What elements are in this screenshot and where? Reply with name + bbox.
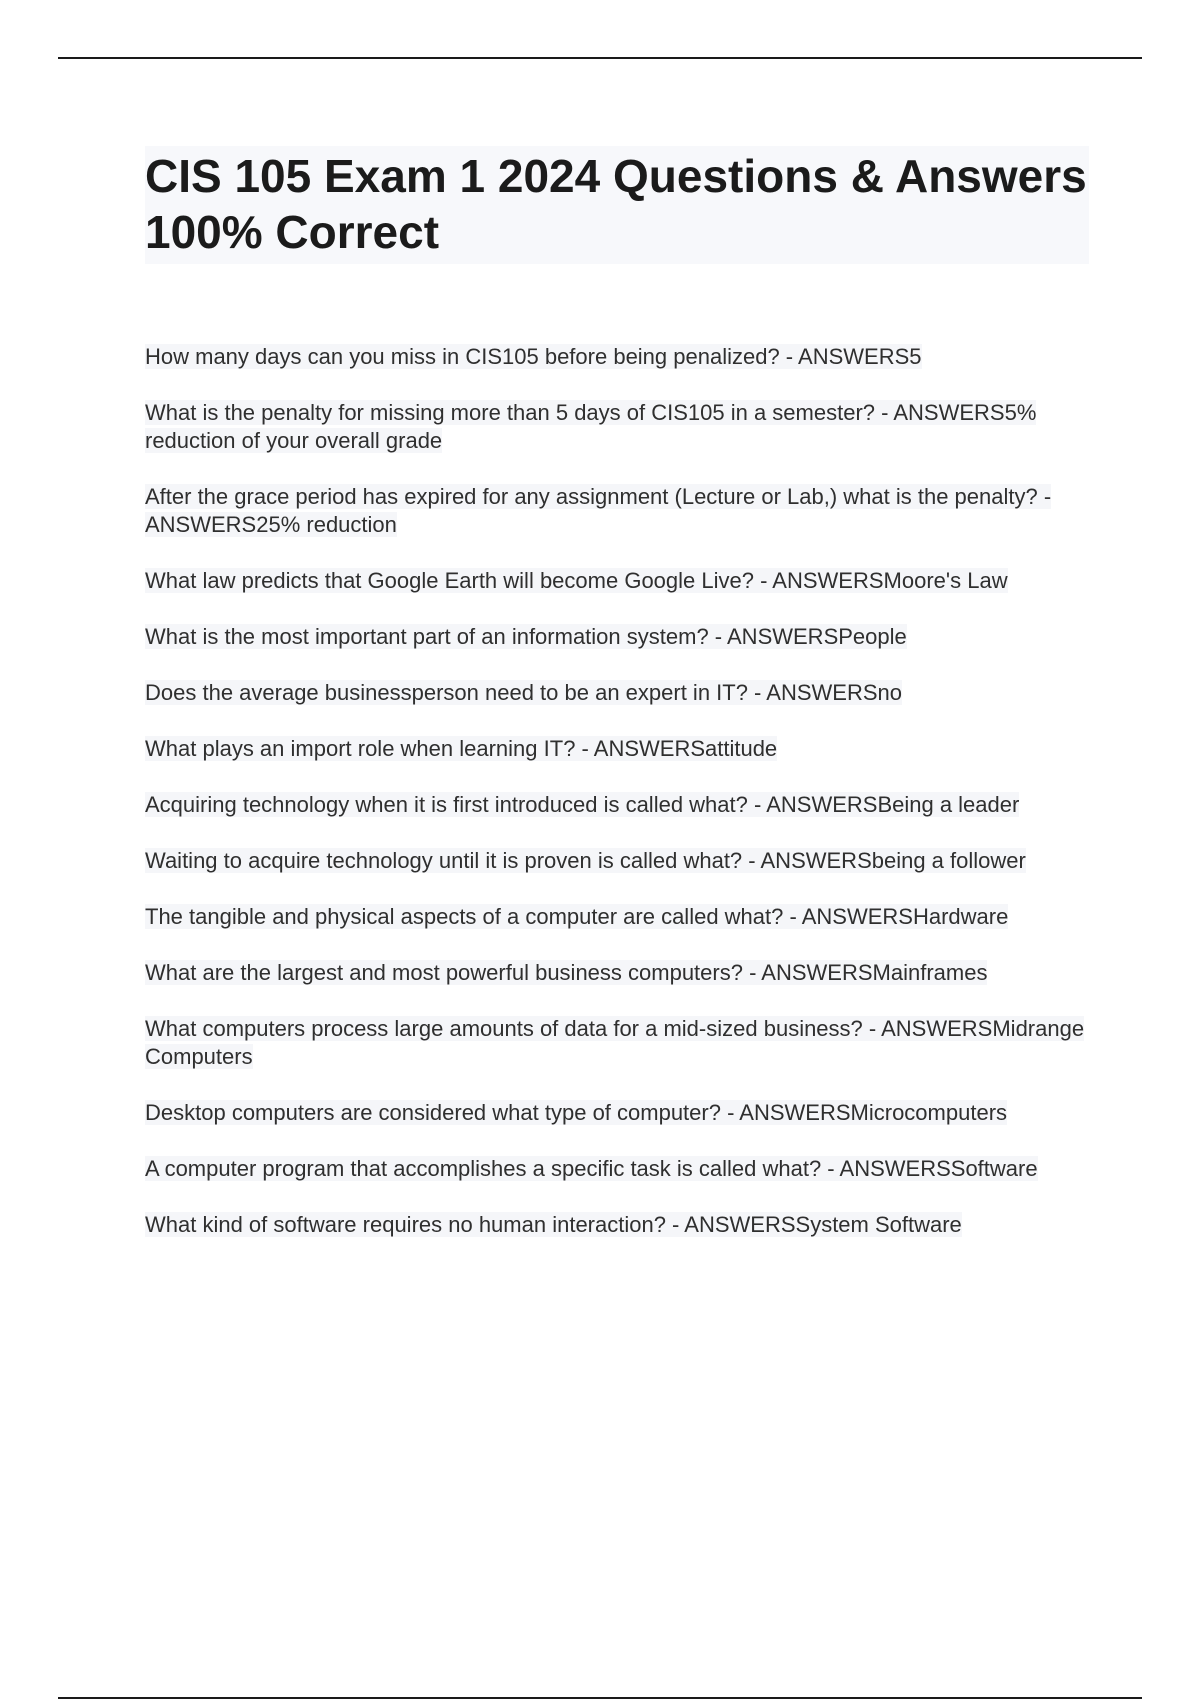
title-block [145,146,1089,264]
qa-text: After the grace period has expired for any assignment (Lecture or Lab,) what is the penalty? - ANSWERS25% reduction [145,484,1052,537]
qa-text: Acquiring technology when it is first introduced is called what? - ANSWERSBeing a leader [145,792,1020,817]
qa-item [145,959,1089,987]
qa-text: A computer program that accomplishes a specific task is called what? - ANSWERSSoftware [145,1156,1038,1181]
qa-item [145,847,1089,875]
qa-item [145,1099,1089,1127]
qa-item [145,679,1089,707]
qa-list [145,343,1089,1239]
qa-item [145,903,1089,931]
qa-text: How many days can you miss in CIS105 before being penalized? - ANSWERS5 [145,344,922,369]
qa-text: What plays an import role when learning IT? - ANSWERSattitude [145,736,778,761]
qa-text: The tangible and physical aspects of a computer are called what? - ANSWERSHardware [145,904,1009,929]
header-rule [58,57,1142,59]
qa-item [145,399,1089,455]
document-title: CIS 105 Exam 1 2024 Questions & Answers 100% Correct [145,150,1087,258]
qa-text: What is the most important part of an information system? - ANSWERSPeople [145,624,907,649]
qa-item [145,623,1089,651]
qa-text: What kind of software requires no human interaction? - ANSWERSSystem Software [145,1212,962,1237]
qa-text: What computers process large amounts of data for a mid-sized business? - ANSWERSMidrange Computers [145,1016,1085,1069]
qa-text: Desktop computers are considered what type of computer? - ANSWERSMicrocomputers [145,1100,1008,1125]
qa-item [145,343,1089,371]
qa-text: Waiting to acquire technology until it is proven is called what? - ANSWERSbeing a follower [145,848,1026,873]
qa-text: Does the average businessperson need to be an expert in IT? - ANSWERSno [145,680,902,705]
qa-item [145,1211,1089,1239]
qa-item [145,1015,1089,1071]
qa-item [145,1155,1089,1183]
qa-item [145,735,1089,763]
qa-text: What are the largest and most powerful business computers? - ANSWERSMainframes [145,960,988,985]
qa-item [145,483,1089,539]
qa-item [145,791,1089,819]
document-body [145,146,1089,1267]
footer-rule [58,1697,1142,1699]
qa-text: What law predicts that Google Earth will become Google Live? - ANSWERSMoore's Law [145,568,1008,593]
qa-text: What is the penalty for missing more than 5 days of CIS105 in a semester? - ANSWERS5% reduction of your overall grade [145,400,1037,453]
qa-item [145,567,1089,595]
